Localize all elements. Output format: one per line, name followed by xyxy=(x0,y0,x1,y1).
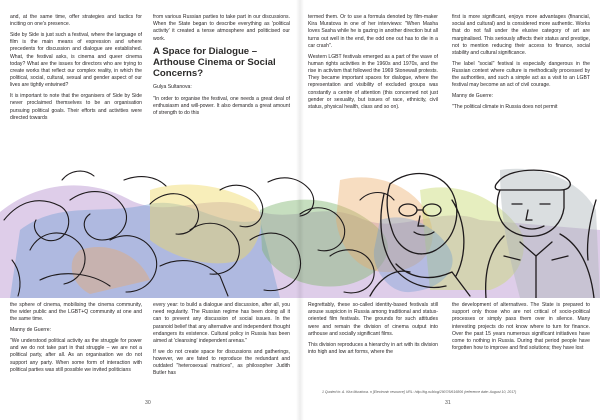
paragraph: The label "social" festival is especially dangerous in the Russian context where culture is methodically processed by the authorities, and such a simple act as a visit to an LGBT festival may become an act of civil courage. xyxy=(452,60,590,89)
paragraph: Regrettably, these so-called identity-based festivals still arouse suspicion in Russia among traditional and status-oriented film festivals. The grounds for such attitudes were and remain the division of cinema output into arthouse and socially significant films. xyxy=(308,302,438,337)
left-col1-top xyxy=(10,14,142,160)
right-col2-bottom xyxy=(452,302,590,386)
paragraph: the development of alternatives. The State is prepared to support only those who are not critical of socio-political processes or simply pass them over in silence. Many interesting projects do not know where to turn for finance. Over the past 15 years numerous significant initiatives have come to nothing in Russia. During that period people have forgotten how to improve and find solutions; they have lost xyxy=(452,302,590,352)
left-col1-bottom xyxy=(10,302,142,398)
right-col2-top xyxy=(452,14,590,160)
paragraph: "In order to organise the festival, one needs a great deal of enthusiasm and will-power. It also demands a great amount of strength to do this xyxy=(153,95,290,117)
paragraph: If we do not create space for discussions and gatherings, however, we are fated to reproduce the redundant and outdated "heterosexual matrices", as philosopher Judith Butler has xyxy=(153,348,290,377)
paragraph: every year: to build a dialogue and discussion, after all, you need regularity. The Russian regime has been doing all it can to prevent any discussion of social issues. In the paranoid belief that any alternative and independent thought endangers its existence. Cultural policy in Russia has been aimed at 'cleansing' independent arenas." xyxy=(153,302,290,345)
page-gutter xyxy=(296,0,304,420)
section-heading: A Space for Dialogue – Arthouse Cinema or Social Concerns? xyxy=(153,46,276,80)
page-number-left: 30 xyxy=(145,400,151,406)
paragraph: Western LGBT festivals emerged as a part of the wave of human rights activities in the 1960s and 1970s, and the rise in activism that followed the 1969 Stonewall protests. They became important spaces for dialogue, where the representation and visibility of excluded groups was constantly a centre of attention (this concerned not just gender or sexuality, but issues of race, ethnicity, civil status, physical health, class and so on). xyxy=(308,53,438,111)
paragraph: It is important to note that the organisers of Side by Side never proclaimed themselves to be an organisation pursuing political goals. Their efforts and activities were directed towards xyxy=(10,93,142,121)
footnote: 1 Quoted in: A. Kira Muratova. n [Electronic resource] URL: http://kg.ru/blog/2907/5/616806 (reference date: August 10, 2017) xyxy=(322,390,517,394)
paragraph: and, at the same time, offer strategies and tactics for inciting on one's presence. xyxy=(10,14,142,28)
right-col1-top xyxy=(308,14,438,160)
speaker-label: Manny de Guerre: xyxy=(452,93,494,100)
page-number-right: 31 xyxy=(445,400,451,406)
paragraph: from various Russian parties to take part in our discussions. When the State began to describe everything as 'political activity' it created a tense atmosphere and politicised our work. xyxy=(153,14,290,42)
paragraph: termed them. Or to use a formula denoted by film-maker Kira Muratova in one of her interviews: "When Masha loves Sasha while he is gazing in another direction but all turns out well in the end, the odd one out has to die in a car crash". xyxy=(308,14,438,49)
left-col2-bottom xyxy=(153,302,290,398)
paragraph: This division reproduces a hierarchy in art with its division into high and low art forms, where the xyxy=(308,341,438,355)
paragraph: the sphere of cinema, mobilising the cinema community, the wider public and the LGBT+Q community at one and the same time. xyxy=(10,302,142,323)
left-col2-top xyxy=(153,14,290,160)
speaker-label: Manny de Guerre: xyxy=(10,327,52,334)
right-col1-bottom xyxy=(308,302,438,386)
speaker-label: Gulya Sultanova: xyxy=(153,84,192,91)
paragraph: "We understood political activity as the struggle for power and we do not take part in that struggle – we are not a political party, after all. As an organisation we do not support any party. When some form of interaction with political parties was still possible we invited politicians xyxy=(10,338,142,373)
paragraph: Side by Side is just such a festival, where the language of film is the main means of expression and where precedents for discussion and dialogue are established. What, the festival asks, is cinema and queer cinema today? What are the issues for directors who are trying to create works that reflect our complex reality, in which the political, social, cultural, sexual and gender aspect of our lives are tightly entwined? xyxy=(10,32,142,89)
paragraph: first is more significant, enjoys more advantages (financial, social and cultural) and is considered more authentic. Works that do not fall under the elusive category of art are marginalised. This seriously affects their status and prestige, not to mention reducing their access to finance, social stability and cultural significance. xyxy=(452,14,590,57)
paragraph: "The political climate in Russia does not permit xyxy=(452,104,558,111)
